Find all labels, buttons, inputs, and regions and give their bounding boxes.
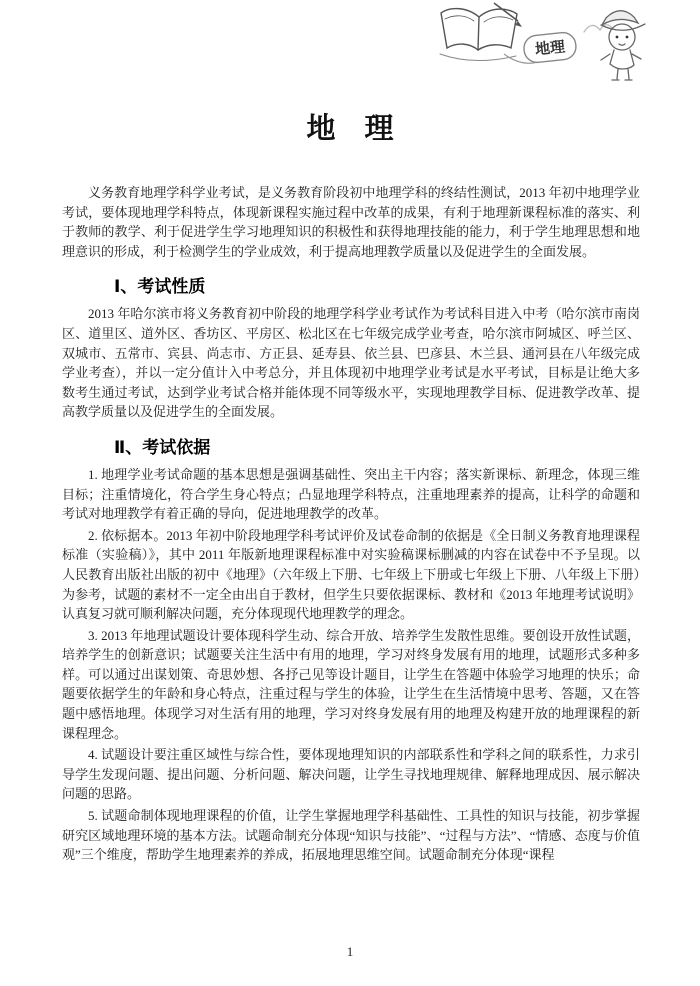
page-title: 地 理	[306, 113, 394, 145]
pen-icon	[494, 3, 522, 27]
subject-badge	[523, 31, 578, 63]
corner-illustration	[434, 2, 674, 88]
section-2-paragraph-5: 5. 试题命制体现地理课程的价值，让学生掌握地理学科基础性、工具性的知识与技能，初步掌握研究区域地理环境的基本方法。试题命制充分体现“知识与技能”、“过程与方法”、“情感、态度与价值观”三个维度，帮助学生地理素养的养成，拓展地理思维空间。试题命制充分体现“课程	[62, 808, 640, 863]
section-2-heading: Ⅱ、考试依据	[114, 437, 211, 457]
cartoon-kid-icon	[584, 11, 645, 80]
section-1-heading: Ⅰ、考试性质	[114, 277, 206, 297]
section-2-paragraph-2: 2. 依标据本。2013 年初中阶段地理学科考试评价及试卷命制的依据是《全日制义务教育地理课程标准（实验稿）》，其中 2011 年版新地理课程标准中对实验稿课标删减的内容在试卷中不予呈现。以人民教育出版社出版的初中《地理》（六年级上下册、七年级上下册或七年级上下册、八年级上下册）为参考，试题的素材不一定全由出自于教材，但学生只要依据课标、教材和《2013 年地理考试说明》认真复习就可顺利解决问题，充分体现现代地理教学的理念。	[62, 527, 640, 622]
book-sketch-icon	[440, 9, 517, 61]
section-1-paragraph-1: 2013 年哈尔滨市将义务教育初中阶段的地理学科学业考试作为考试科目进入中考（哈尔滨市南岗区、道里区、道外区、香坊区、平房区、松北区在七年级完成学业考查，哈尔滨市阿城区、呼兰区、双城市、五常市、宾县、尚志市、方正县、延寿县、依兰县、巴彦县、木兰县、通河县在八年级完成学业考查），并以一定分值计入中考总分，并且体现初中地理学业考试是水平考试，目标是让绝大多数考生通过考试，达到学业考试合格并能体现不同等级水平，实现地理教学目标、促进教学改革、提高教学质量以及促进学生的全面发展。	[62, 306, 640, 420]
subject-badge-label: 地理	[534, 39, 566, 59]
section-2-paragraph-4: 4. 试题设计要注重区域性与综合性，要体现地理知识的内部联系性和学科之间的联系性，力求引导学生发现问题、提出问题、分析问题、解决问题，让学生寻找地理规律、解释地理成因、展示解决问题的思路。	[62, 747, 640, 802]
page-content	[62, 183, 640, 867]
section-2-paragraph-1: 1. 地理学业考试命题的基本思想是强调基础性、突出主干内容；落实新课标、新理念，体现三维目标；注重情境化，符合学生身心特点；凸显地理学科特点，注重地理素养的提高，让科学的命题和考试对地理教学有着正确的导向，促进地理教学的改革。	[62, 466, 640, 522]
page-number: 1	[346, 944, 354, 959]
section-2-paragraph-3: 3. 2013 年地理试题设计要体现科学生动、综合开放、培养学生发散性思维。要创设开放性试题，培养学生的创新意识；试题要关注生活中有用的地理，学习对终身发展有用的地理，试题形式多种多样。可以通过出谋划策、奇思妙想、各抒己见等设计题目，让学生在答题中体验学习地理的快乐；命题要依据学生的年龄和身心特点，注重过程与学生的体验，让学生在生活情境中思考、答题，又在答题中感悟地理。体现学习对生活有用的地理，学习对终身发展有用的地理及构建开放的地理课程的新课程理念。	[62, 627, 640, 741]
intro-paragraph: 义务教育地理学科学业考试，是义务教育阶段初中地理学科的终结性测试，2013 年初中地理学业考试，要体现地理学科特点，体现新课程实施过程中改革的成果，有利于地理新课程标准的落实、利于教师的教学、利于促进学生学习地理知识的积极性和获得地理技能的能力，利于学生地理思想和地理意识的形成，利于检测学生的学业成效，利于提高地理教学质量以及促进学生的全面发展。	[62, 185, 640, 259]
